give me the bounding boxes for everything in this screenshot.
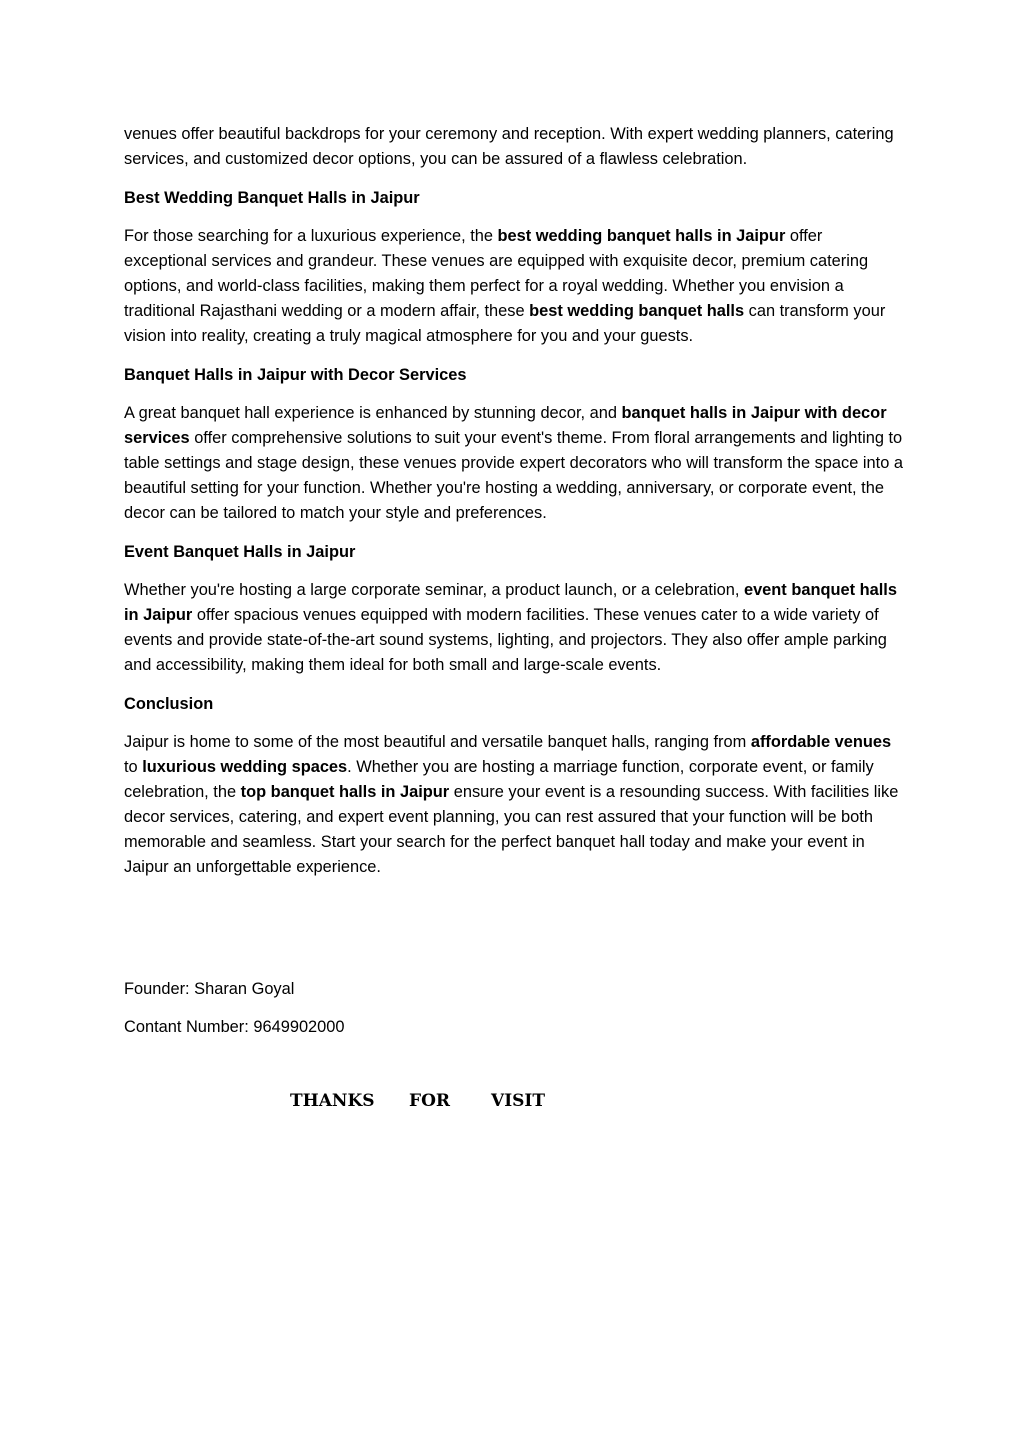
- section-heading: Event Banquet Halls in Jaipur: [124, 542, 356, 561]
- section-heading: Conclusion: [124, 694, 214, 713]
- paragraph-text: offer comprehensive solutions to suit your event's theme. From floral arrangements and lighting to table settings and stage design, these venues provide expert decorators who will transform the space into a beautiful setting for your function. Whether you're hosting a wedding, anniversary, or corporate event, the decor can be tailored to match your style and preferences.: [124, 429, 904, 522]
- paragraph-text: to: [124, 758, 143, 776]
- intro-paragraph: venues offer beautiful backdrops for your ceremony and reception. With expert wedding planners, catering services, and customized decor options, you can be assured of a flawless celebration.: [124, 125, 894, 168]
- contact-number-line: Contant Number: 9649902000: [124, 1018, 345, 1036]
- founder-line: Founder: Sharan Goyal: [124, 979, 295, 998]
- paragraph-text: Jaipur is home to some of the most beautiful and versatile banquet halls, ranging from: [124, 733, 751, 751]
- paragraph-text: . Whether you are hosting a marriage function, corporate event, or family celebration, the: [124, 758, 874, 801]
- paragraph-text: For those searching for a luxurious experience, the: [124, 227, 498, 245]
- bold-keyword: event banquet halls in Jaipur: [124, 581, 897, 624]
- bold-keyword: luxurious wedding spaces: [142, 758, 348, 776]
- section-paragraph: [124, 401, 904, 526]
- paragraph-text: offer exceptional services and grandeur. These venues are equipped with exquisite decor, premium catering options, and world-class facilities, making them perfect for a royal wedding. Whether you envision a traditional Rajasthani wedding or a modern affair, these: [124, 227, 869, 320]
- paragraph-text: can transform your vision into reality, creating a truly magical atmosphere for you and your guests.: [124, 302, 886, 345]
- spacer: [124, 894, 904, 977]
- sections-container: [124, 186, 904, 881]
- bold-keyword: banquet halls in Jaipur with decor services: [124, 404, 887, 447]
- section-paragraph: [124, 730, 904, 880]
- paragraph-text: Whether you're hosting a large corporate seminar, a product launch, or a celebration,: [124, 581, 744, 599]
- bold-keyword: best wedding banquet halls: [529, 302, 745, 320]
- thanks-for-visit: [290, 1091, 545, 1111]
- paragraph-text: A great banquet hall experience is enhanced by stunning decor, and: [124, 404, 622, 422]
- paragraph-text: ensure your event is a resounding success. With facilities like decor services, catering, and expert event planning, you can rest assured that your function will be both memorable and seamless. Start your search for the perfect banquet hall today and make your event in Jaipur an unforgettable experience.: [124, 783, 899, 876]
- bold-keyword: top banquet halls in Jaipur: [240, 783, 450, 801]
- thanks-word: THANKS: [290, 1091, 375, 1111]
- visit-word: VISIT: [491, 1091, 546, 1111]
- document-page: [124, 122, 904, 1054]
- bold-keyword: best wedding banquet halls in Jaipur: [497, 227, 786, 245]
- bold-keyword: affordable venues: [750, 733, 892, 751]
- for-word: FOR: [409, 1091, 451, 1111]
- section-heading: Banquet Halls in Jaipur with Decor Services: [124, 365, 467, 384]
- paragraph-text: offer spacious venues equipped with modern facilities. These venues cater to a wide variety of events and provide state-of-the-art sound systems, lighting, and projectors. They also offer ample parking and accessibility, making them ideal for both small and large-scale events.: [124, 606, 887, 674]
- section-paragraph: [124, 578, 904, 678]
- section-paragraph: [124, 224, 904, 349]
- section-heading: Best Wedding Banquet Halls in Jaipur: [124, 188, 420, 207]
